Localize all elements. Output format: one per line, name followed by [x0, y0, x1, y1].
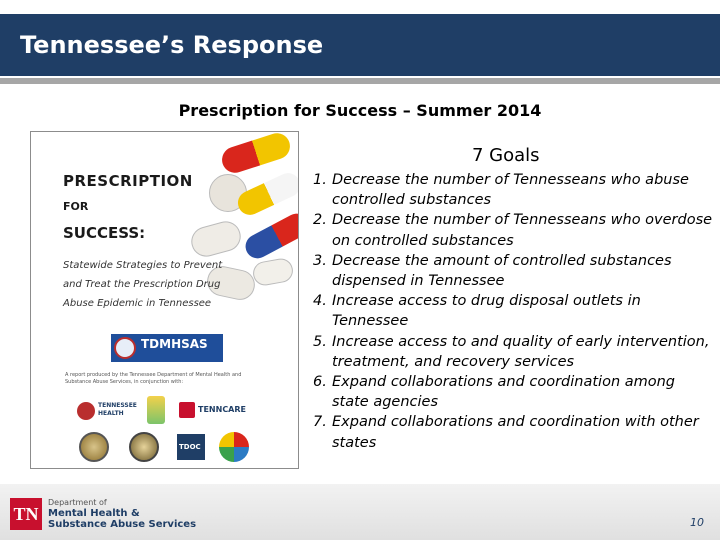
- goal-number: 1.: [313, 172, 327, 188]
- pill-yellow-white: [234, 169, 299, 219]
- goal-number: 5.: [313, 333, 327, 350]
- goal-text: Decrease the number of Tennesseans who abuse controlled substances: [332, 172, 689, 209]
- goal-text: Decrease the amount of controlled substances dispensed in Tennessee: [332, 252, 672, 290]
- tenncare-label: TENNCARE: [198, 405, 246, 414]
- page-number: 10: [690, 516, 704, 529]
- seal-2-icon: [129, 432, 159, 462]
- tdoc-label: TDOC: [179, 443, 201, 451]
- cover-title-line1: PRESCRIPTION: [63, 172, 193, 190]
- seal-1-icon: [79, 432, 109, 462]
- pill-white-oval: [188, 218, 244, 260]
- dept-line-3: Substance Abuse Services: [48, 519, 197, 530]
- slide-title: Tennessee’s Response: [20, 31, 324, 59]
- goal-item: [313, 251, 713, 291]
- pill-white-small: [251, 257, 295, 288]
- goal-item: [313, 210, 713, 250]
- goals-list: [313, 170, 713, 453]
- tn-seal-icon: [114, 337, 136, 359]
- goal-text: Increase access to drug disposal outlets in Tennessee: [332, 293, 641, 330]
- tenncare-icon: [179, 402, 195, 418]
- goal-number: 2.: [313, 212, 327, 229]
- footer-bar: [0, 484, 720, 540]
- dca-logo-icon: [147, 396, 165, 424]
- dept-line-1: Department of: [48, 498, 107, 507]
- pill-blue-red: [241, 209, 299, 262]
- dept-line-2: Mental Health &: [48, 508, 140, 519]
- goal-text: Expand collaborations and coordination among state agencies: [332, 374, 676, 411]
- goal-text: Increase access to and quality of early intervention, treatment, and recovery services: [332, 333, 710, 370]
- pill-red-yellow: [219, 131, 294, 176]
- tn-health-logo: [77, 399, 141, 425]
- goal-text: Expand collaborations and coordination with other states: [332, 414, 699, 451]
- cover-title-line3: SUCCESS:: [63, 224, 146, 242]
- cover-title-line2: FOR: [63, 200, 89, 213]
- tdmhsas-label: TDMHSAS: [141, 337, 208, 351]
- divider: [0, 78, 720, 84]
- tdoc-logo: [177, 434, 205, 460]
- goal-item: [313, 291, 713, 331]
- goal-number: 6.: [313, 374, 327, 391]
- goal-item: [313, 372, 713, 412]
- goal-number: 3.: [313, 252, 327, 269]
- goal-item: [313, 412, 713, 452]
- tenncare-logo: [179, 402, 249, 418]
- tn-health-label: TENNESSEE HEALTH: [98, 402, 137, 417]
- goal-number: 7.: [313, 414, 327, 431]
- goals-heading: 7 Goals: [472, 145, 540, 166]
- report-cover-image: [30, 131, 299, 469]
- cover-note: A report produced by the Tennessee Department of Mental Health and Substance Abuse Services, in conjunction with:: [65, 372, 242, 385]
- cover-subtitle: Statewide Strategies to Prevent and Treat the Prescription Drug Abuse Epidemic in Tennessee: [63, 260, 223, 309]
- goal-text: Decrease the number of Tennesseans who overdose on controlled substances: [332, 212, 713, 249]
- department-name: [48, 497, 196, 530]
- seal-4-icon: [219, 432, 249, 462]
- title-bar: [0, 14, 720, 76]
- tn-logo: TN: [10, 498, 42, 530]
- goal-item: [313, 332, 713, 372]
- goal-number: 4.: [313, 293, 327, 310]
- tn-health-icon: [77, 402, 95, 420]
- tdmhsas-badge: [111, 334, 223, 362]
- slide-subtitle: Prescription for Success – Summer 2014: [178, 101, 542, 120]
- goal-item: [313, 170, 713, 210]
